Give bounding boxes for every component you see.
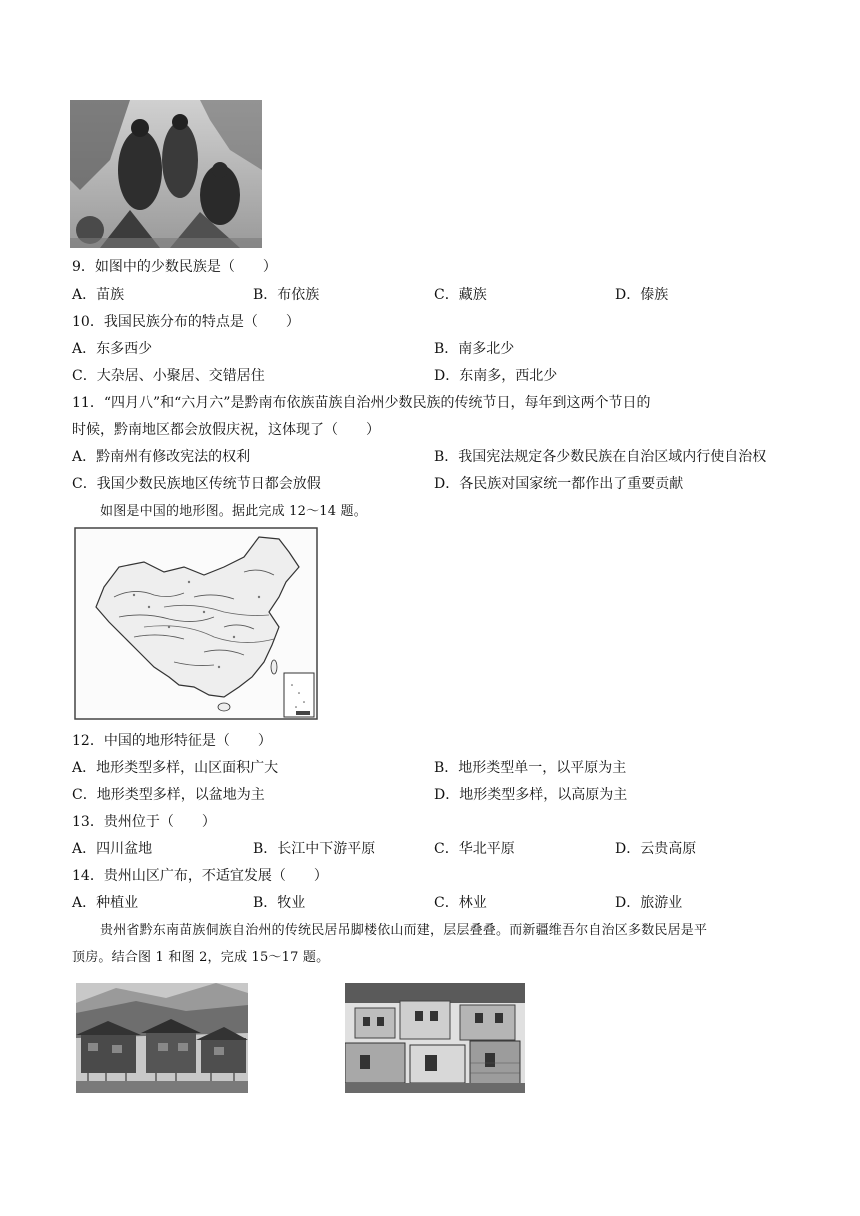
question-14-stem: 14．贵州山区广布，不适宜发展（ ）: [72, 868, 328, 884]
q14-option-c[interactable]: C．林业: [434, 895, 487, 911]
q10-option-a[interactable]: A．东多西少: [72, 341, 153, 357]
q14-option-a[interactable]: A．种植业: [72, 895, 139, 911]
q14-option-b[interactable]: B．牧业: [253, 895, 306, 911]
question-11-stem-line2: 时候，黔南地区都会放假庆祝，这体现了（ ）: [72, 422, 380, 438]
q11-option-d[interactable]: D．各民族对国家统一都作出了重要贡献: [434, 476, 684, 492]
ethnic-festival-photo: [70, 100, 262, 248]
q13-option-a[interactable]: A．四川盆地: [72, 841, 153, 857]
q10-option-d[interactable]: D．东南多，西北少: [434, 368, 558, 384]
q13-option-d[interactable]: D．云贵高原: [615, 841, 697, 857]
q12-option-d[interactable]: D．地形类型多样，以高原为主: [434, 787, 628, 803]
question-9-stem: 9．如图中的少数民族是（ ）: [72, 259, 277, 275]
intro-12-14: 如图是中国的地形图。据此完成 12～14 题。: [100, 504, 367, 519]
q13-option-c[interactable]: C．华北平原: [434, 841, 515, 857]
q11-option-a[interactable]: A．黔南州有修改宪法的权利: [72, 449, 251, 465]
q10-option-b[interactable]: B．南多北少: [434, 341, 515, 357]
question-13-stem: 13．贵州位于（ ）: [72, 814, 216, 830]
q11-option-b[interactable]: B．我国宪法规定各少数民族在自治区域内行使自治权: [434, 449, 767, 465]
question-10-stem: 10．我国民族分布的特点是（ ）: [72, 314, 300, 330]
q12-option-a[interactable]: A．地形类型多样，山区面积广大: [72, 760, 279, 776]
q9-option-b[interactable]: B．布依族: [253, 287, 320, 303]
q11-option-c[interactable]: C．我国少数民族地区传统节日都会放假: [72, 476, 321, 492]
q10-option-c[interactable]: C．大杂居、小聚居、交错居住: [72, 368, 265, 384]
stilt-house-photo: [76, 983, 248, 1093]
q13-option-b[interactable]: B．长江中下游平原: [253, 841, 376, 857]
intro-15-17-line1: 贵州省黔东南苗族侗族自治州的传统民居吊脚楼依山而建，层层叠叠。而新疆维吾尔自治区多数民居是平: [100, 923, 708, 938]
q12-option-b[interactable]: B．地形类型单一，以平原为主: [434, 760, 627, 776]
china-terrain-map: [74, 527, 318, 720]
q9-option-a[interactable]: A．苗族: [72, 287, 125, 303]
q9-option-c[interactable]: C．藏族: [434, 287, 487, 303]
question-11-stem-line1: 11．“四月八”和“六月六”是黔南布依族苗族自治州少数民族的传统节日，每年到这两个节日的: [72, 395, 651, 411]
intro-15-17-line2: 顶房。结合图 1 和图 2，完成 15～17 题。: [72, 950, 330, 965]
q12-option-c[interactable]: C．地形类型多样，以盆地为主: [72, 787, 265, 803]
question-12-stem: 12．中国的地形特征是（ ）: [72, 733, 272, 749]
q14-option-d[interactable]: D．旅游业: [615, 895, 683, 911]
q9-option-d[interactable]: D．傣族: [615, 287, 669, 303]
flat-roof-house-photo: [345, 983, 525, 1093]
